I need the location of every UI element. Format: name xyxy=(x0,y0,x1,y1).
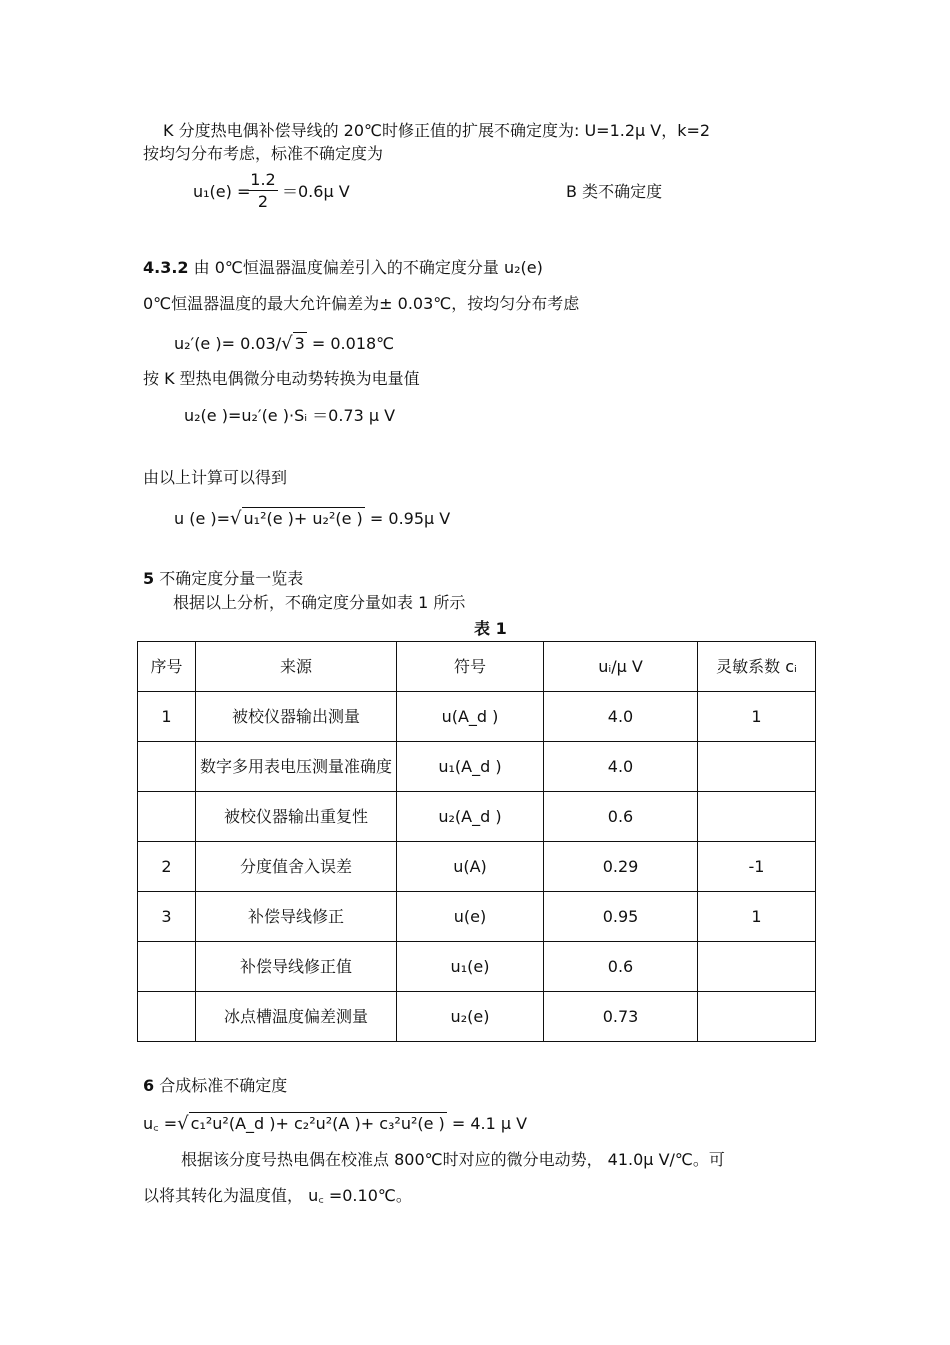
cell-value: 4.0 xyxy=(544,742,698,792)
section-5-heading xyxy=(143,568,303,590)
cell-symbol: u₁(e) xyxy=(397,942,544,992)
table-row xyxy=(138,842,816,892)
cell-index xyxy=(138,942,196,992)
sqrt-sign-icon: √ xyxy=(177,1113,189,1134)
section-6-paragraph-1: 根据该分度号热电偶在校准点 800℃时对应的微分电动势， 41.0μ V/℃。可 xyxy=(181,1150,725,1169)
table-caption: 表 1 xyxy=(474,619,507,638)
combine-text: 由以上计算可以得到 xyxy=(143,468,288,487)
cell-symbol: u₁(A_d ) xyxy=(397,742,544,792)
cell-source: 冰点槽温度偏差测量 xyxy=(196,992,397,1042)
cell-index xyxy=(138,742,196,792)
header-cell: 符号 xyxy=(397,642,544,692)
section-6-eq xyxy=(143,1112,527,1135)
section-6-eq-radicand: c₁²u²(A_d )+ c₂²u²(A )+ c₃²u²(e ) xyxy=(190,1114,445,1133)
cell-value: 0.6 xyxy=(544,942,698,992)
section-6-heading xyxy=(143,1075,287,1097)
cell-coefficient: 1 xyxy=(698,892,816,942)
section-5-number: 5 xyxy=(143,569,155,588)
uncertainty-table xyxy=(137,641,816,1042)
cell-source: 分度值舍入误差 xyxy=(196,842,397,892)
cell-source: 被校仪器输出重复性 xyxy=(196,792,397,842)
intro-eq-lhs: u₁(e) = xyxy=(193,182,251,201)
section-432-heading xyxy=(143,257,543,279)
section-432-desc: 0℃恒温器温度的最大允许偏差为± 0.03℃，按均匀分布考虑 xyxy=(143,294,580,313)
section-6-eq-lhs: u꜀ = xyxy=(143,1114,178,1133)
sqrt-sign-icon: √ xyxy=(230,508,242,529)
cell-symbol: u₂(e) xyxy=(397,992,544,1042)
table-row xyxy=(138,992,816,1042)
cell-value: 4.0 xyxy=(544,692,698,742)
intro-eq-label: B 类不确定度 xyxy=(566,182,663,201)
table-row xyxy=(138,692,816,742)
cell-source: 补偿导线修正 xyxy=(196,892,397,942)
section-432-convert: 按 K 型热电偶微分电动势转换为电量值 xyxy=(143,369,420,388)
intro-line-2: 按均匀分布考虑，标准不确定度为 xyxy=(143,144,384,163)
cell-coefficient: 1 xyxy=(698,692,816,742)
cell-symbol: u(A_d ) xyxy=(397,692,544,742)
cell-index xyxy=(138,992,196,1042)
cell-index xyxy=(138,792,196,842)
cell-symbol: u(e) xyxy=(397,892,544,942)
section-5-desc: 根据以上分析，不确定度分量如表 1 所示 xyxy=(173,593,466,612)
table-row xyxy=(138,942,816,992)
cell-coefficient xyxy=(698,742,816,792)
section-432-title: 由 0℃恒温器温度偏差引入的不确定度分量 u₂(e) xyxy=(193,258,543,277)
cell-index: 2 xyxy=(138,842,196,892)
cell-value: 0.29 xyxy=(544,842,698,892)
combine-eq-radicand: u₁²(e )+ u₂²(e ) xyxy=(243,509,363,528)
section-432-number: 4.3.2 xyxy=(143,258,189,277)
cell-symbol: u(A) xyxy=(397,842,544,892)
section-6-eq-rhs: = 4.1 μ V xyxy=(451,1114,528,1133)
cell-coefficient: -1 xyxy=(698,842,816,892)
section-432-eq1-lhs: u₂′(e )= 0.03/ xyxy=(174,334,282,353)
cell-index: 3 xyxy=(138,892,196,942)
cell-value: 0.73 xyxy=(544,992,698,1042)
table-row xyxy=(138,742,816,792)
section-6-paragraph-2: 以将其转化为温度值， u꜀ =0.10℃。 xyxy=(143,1186,412,1205)
header-cell: 来源 xyxy=(196,642,397,692)
cell-symbol: u₂(A_d ) xyxy=(397,792,544,842)
intro-eq-denominator: 2 xyxy=(257,192,269,211)
cell-source: 补偿导线修正值 xyxy=(196,942,397,992)
combine-eq-rhs: = 0.95μ V xyxy=(369,509,451,528)
cell-source: 数字多用表电压测量准确度 xyxy=(196,742,397,792)
intro-eq-numerator: 1.2 xyxy=(248,170,278,191)
cell-value: 0.95 xyxy=(544,892,698,942)
section-432-eq1-radicand: 3 xyxy=(294,334,305,353)
section-432-eq2: u₂(e )=u₂′(e )·Sᵢ ＝0.73 μ V xyxy=(184,406,396,425)
cell-coefficient xyxy=(698,992,816,1042)
section-6-title: 合成标准不确定度 xyxy=(159,1076,288,1095)
combine-eq-lhs: u (e )= xyxy=(174,509,231,528)
section-5-title: 不确定度分量一览表 xyxy=(159,569,304,588)
section-432-eq1-rhs: = 0.018℃ xyxy=(311,334,395,353)
section-6-number: 6 xyxy=(143,1076,155,1095)
header-cell: 序号 xyxy=(138,642,196,692)
cell-coefficient xyxy=(698,942,816,992)
sqrt-sign-icon: √ xyxy=(281,333,293,354)
intro-eq-rhs: ＝0.6μ V xyxy=(282,182,350,201)
combine-eq xyxy=(174,507,450,530)
cell-coefficient xyxy=(698,792,816,842)
cell-value: 0.6 xyxy=(544,792,698,842)
intro-line-1: K 分度热电偶补偿导线的 20℃时修正值的扩展不确定度为: U=1.2μ V，k=2 xyxy=(163,121,711,140)
header-cell: uᵢ/μ V xyxy=(544,642,698,692)
table-header-row xyxy=(138,642,816,692)
table-row xyxy=(138,792,816,842)
cell-index: 1 xyxy=(138,692,196,742)
cell-source: 被校仪器输出测量 xyxy=(196,692,397,742)
section-432-eq1 xyxy=(174,332,394,355)
header-cell: 灵敏系数 cᵢ xyxy=(698,642,816,692)
table-row xyxy=(138,892,816,942)
intro-eq-fraction xyxy=(248,170,278,213)
